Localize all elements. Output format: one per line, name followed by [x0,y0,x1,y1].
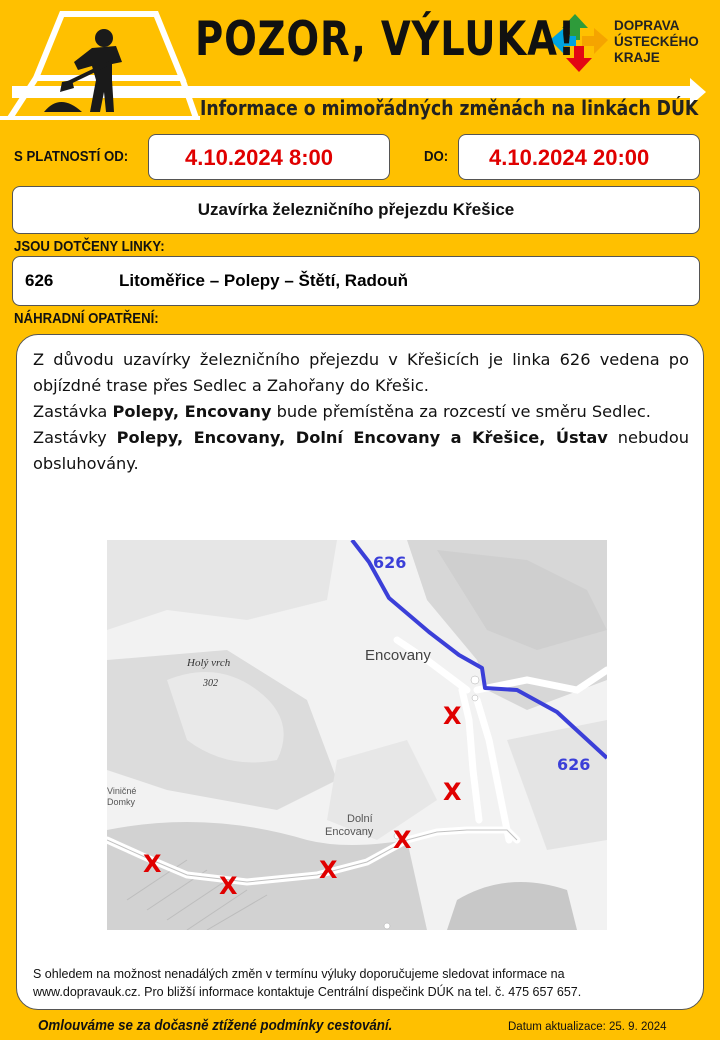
measures-paragraph-2 [33,399,689,425]
logo-text [614,18,699,66]
line-route: Litoměřice – Polepy – Štětí, Radouň [119,271,409,290]
map-label-holy-vrch: Holý vrch [187,657,231,669]
valid-to-value: 4.10.2024 20:00 [489,145,650,170]
text-span: nebudou obsluhovány. [33,428,689,473]
map-line-label-right: 626 [557,755,591,774]
footnote [33,965,693,1001]
closure-title: Uzavírka železničního přejezdu Křešice [12,186,700,234]
text-span: Zastávky [33,428,117,447]
measures-label: NÁHRADNÍ OPATŘENÍ: [14,310,159,327]
apology-text: Omlouváme se za dočasně ztížené podmínky cestování. [38,1018,393,1034]
update-date: Datum aktualizace: 25. 9. 2024 [508,1021,667,1033]
closed-stop-marker: X [219,872,238,900]
line-number: 626 [25,271,54,290]
valid-from-box [148,134,390,180]
worker-icon [44,29,122,112]
closed-stop-marker: X [143,850,162,878]
text-span: bude přemístěna za rozcestí ve směru Sedlec. [271,402,651,421]
page-subtitle: Informace o mimořádných změnách na linkách DÚK [200,96,699,120]
footnote-line-1: S ohledem na možnost nenadálých změn v termínu výluky doporučujeme sledovat informace na [33,967,565,981]
measures-box [16,334,704,1010]
map-line-label-top: 626 [373,553,407,572]
detour-map [107,540,607,930]
header [0,0,720,132]
footnote-line-2: www.dopravauk.cz. Pro bližší informace kontaktuje Centrální dispečink DÚK na tel. č. 475 657 657. [33,985,582,999]
map-label-elevation: 302 [203,678,218,689]
valid-from-label: S PLATNOSTÍ OD: [14,148,129,165]
measures-paragraph-3 [33,425,689,477]
logo-line-1: DOPRAVA [614,18,680,33]
stop-names: Polepy, Encovany, Dolní Encovany a Křešice, Ústav [116,428,608,447]
measures-text [33,347,689,477]
map-label-vinicne: Viničné [107,786,137,796]
closed-stop-marker: X [319,856,338,884]
map-label-dolni: Dolní [347,813,373,825]
text-span: Zastávka [33,402,113,421]
closed-stop-marker: X [443,778,462,806]
map-label-domky: Domky [107,797,136,807]
logo-line-2: ÚSTECKÉHO [614,34,699,49]
map-label-encovany: Encovany [365,647,431,664]
affected-lines-label: JSOU DOTČENY LINKY: [14,238,165,255]
map-svg [107,540,607,930]
valid-to-box [458,134,700,180]
page-title: POZOR, VÝLUKA! [195,12,577,67]
map-label-encovany-dolni: Encovany [325,826,374,838]
closed-stop-marker: X [443,702,462,730]
stop-name: Polepy, Encovany [112,402,272,421]
closed-stop-marker: X [393,826,412,854]
valid-from-value: 4.10.2024 8:00 [185,145,334,170]
logo-line-3: KRAJE [614,50,660,65]
affected-lines-box [12,256,700,306]
measures-paragraph-1: Z důvodu uzavírky železničního přejezdu v Křešicích je linka 626 vedena po objízdné trase přes Sedlec a Zahořany do Křešic. [33,350,689,395]
valid-to-label: DO: [424,148,449,165]
